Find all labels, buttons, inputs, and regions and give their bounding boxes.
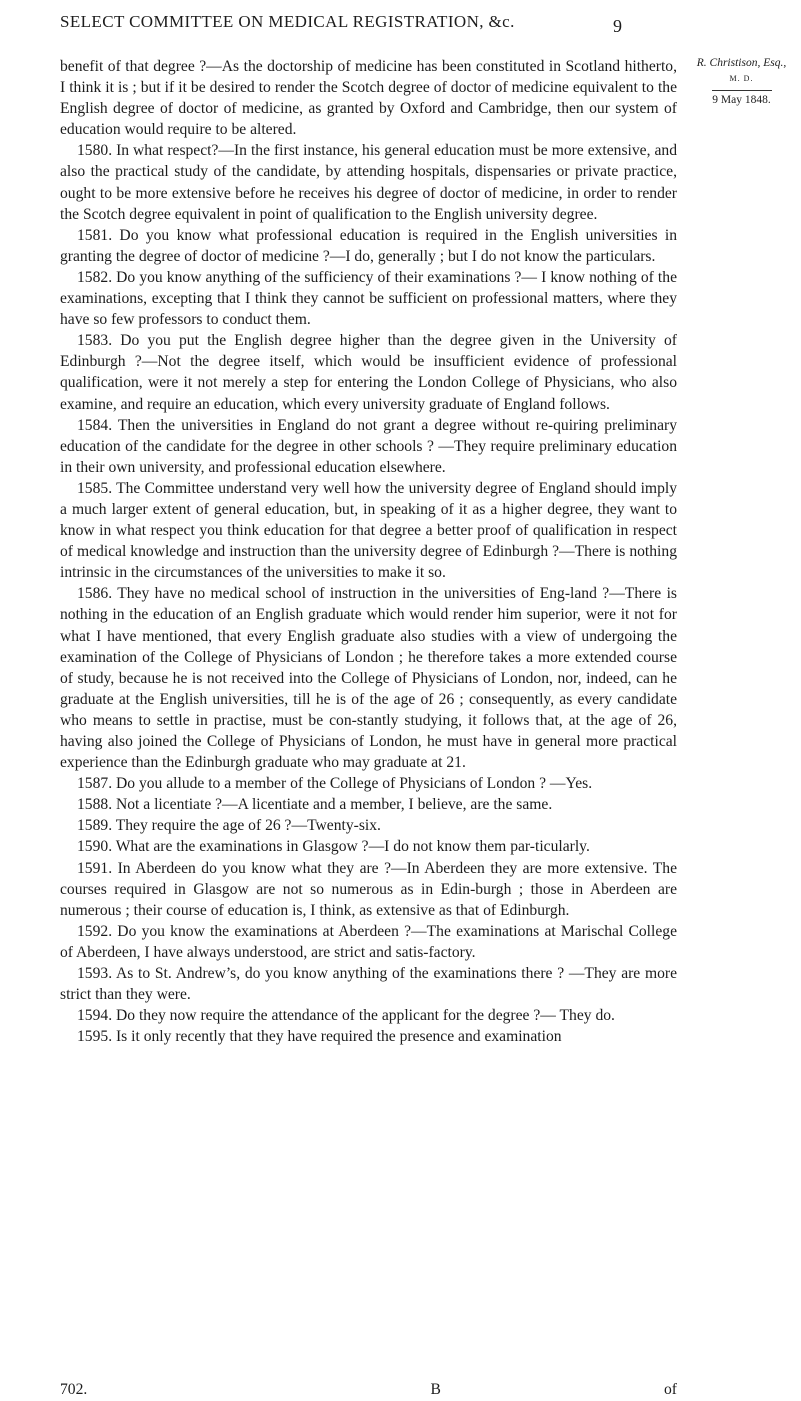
paragraph: benefit of that degree ?—As the doctorship of medicine has been constituted in Scotland hitherto, I think it is ; but if it be desired to render the Scotch degree of doctor of medicine equivalent to the English degree of doctor of medicine, as granted by Oxford and Cambridge, then our system of education would require to be altered.: [60, 58, 677, 139]
paragraph: 1583. Do you put the English degree higher than the degree given in the University of Edinburgh ?—Not the degree itself, which would be insufficient evidence of professional qualification, were it not merely a step for entering the London College of Physicians, who also examine, and require an education, which every university graduate of England follows.: [60, 332, 677, 413]
margin-divider: [712, 90, 772, 91]
paragraph: 1588. Not a licentiate ?—A licentiate and a member, I believe, are the same.: [77, 796, 553, 814]
body-text: [60, 56, 677, 1047]
paragraph: 1594. Do they now require the attendance of the applicant for the degree ?— They do.: [77, 1007, 615, 1025]
paragraph: 1580. In what respect?—In the first instance, his general education must be more extensive, and also the practical study of the candidate, by attending hospitals, dispensaries or private practice, ought to be more extensive before he receives his degree of doctor of medicine, in order to render the Scotch degree equivalent in point of qualification to the English university degree.: [60, 142, 677, 223]
paragraph: 1586. They have no medical school of instruction in the universities of Eng-land ?—There is nothing in the education of an English graduate which would render him superior, were it not for what I have mentioned, that every English graduate also studies with a view of undergoing the examination of the College of Physicians of London ; he therefore takes a more extended course of study, because he is not received into the College of Physicians of London, nor, indeed, can he graduate at the English universities, till he is of the age of 26 ; consequently, as every candidate who means to settle in practise, must be con-stantly studying, it follows that, at the age of 26, having also joined the College of Physicians of London, he must have in general more practical experience than the Edinburgh graduate who may graduate at 21.: [60, 585, 677, 772]
paragraph: 1590. What are the examinations in Glasgow ?—I do not know them par-ticularly.: [77, 838, 590, 856]
document-number: 702.: [60, 1381, 88, 1398]
paragraph: 1581. Do you know what professional education is required in the English universities in granting the degree of doctor of medicine ?—I do, generally ; but I do not know the particulars.: [60, 226, 677, 265]
page-number: 9: [613, 16, 622, 36]
catchword: of: [663, 1381, 677, 1398]
paragraph: 1585. The Committee understand very well how the university degree of England should imply a much larger extent of general education, but, in speaking of it as a higher degree, they want to know in what respect you think education for that degree a better proof of qualification in respect of medical knowledge and instruction than the university degree of Edinburgh ?—There is nothing intrinsic in the circumstances of the universities to make it so.: [60, 479, 677, 582]
margin-note: [684, 56, 799, 108]
paragraph: 1589. They require the age of 26 ?—Twenty-six.: [77, 817, 381, 835]
session-date: 9 May 1848.: [712, 94, 771, 106]
page-footer: [60, 1381, 677, 1399]
paragraph: 1582. Do you know anything of the sufficiency of their examinations ?— I know nothing of the examinations, excepting that I think they cannot be sufficient on professional matters, where they have so few professors to conduct them.: [60, 268, 677, 329]
running-header: SELECT COMMITTEE ON MEDICAL REGISTRATION, &c.: [60, 12, 515, 31]
paragraph: 1584. Then the universities in England do not grant a degree without re-quiring preliminary education of the candidate for the degree in other schools ? —They require preliminary education in their own university, and professional education elsewhere.: [60, 416, 677, 476]
witness-degree: M. D.: [729, 74, 754, 83]
paragraph: 1587. Do you allude to a member of the College of Physicians of London ? —Yes.: [77, 775, 593, 793]
paragraph: 1595. Is it only recently that they have required the presence and examination: [77, 1028, 562, 1046]
paragraph: 1591. In Aberdeen do you know what they are ?—In Aberdeen they are more extensive. The courses required in Glasgow are not so numerous as in Edin-burgh ; those in Aberdeen are numerous ; their course of education is, I think, as extensive as that of Edinburgh.: [60, 859, 677, 919]
signature-mark: B: [430, 1381, 441, 1398]
paragraph: 1592. Do you know the examinations at Aberdeen ?—The examinations at Marischal College of Aberdeen, I have always understood, are strict and satis-factory.: [60, 922, 677, 961]
paragraph: 1593. As to St. Andrew’s, do you know anything of the examinations there ? —They are more strict than they were.: [60, 965, 677, 1004]
witness-name: R. Christison, Esq.,: [696, 57, 787, 69]
